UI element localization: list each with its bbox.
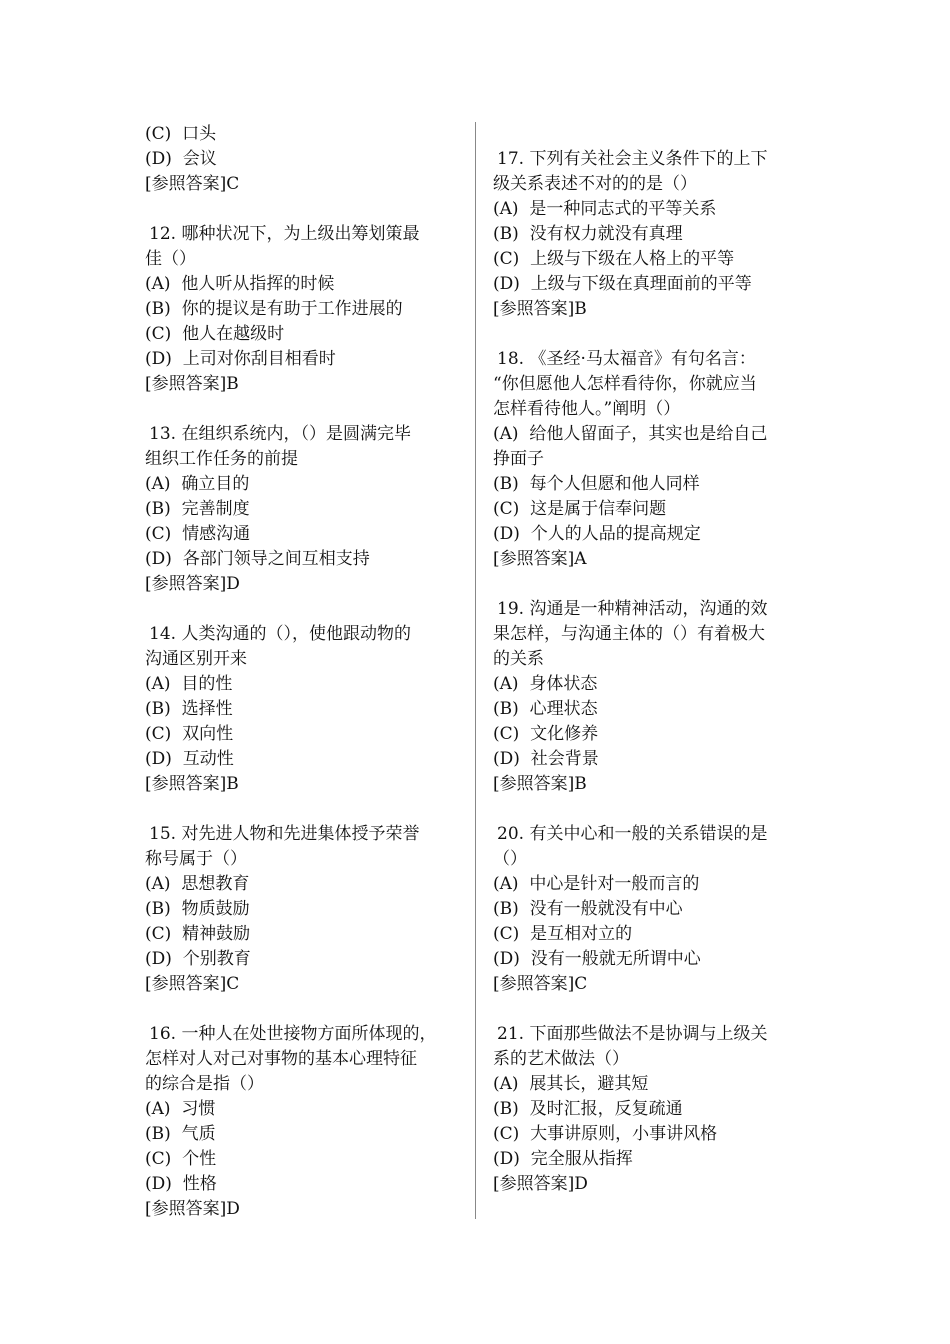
option-line: (A) 给他人留面子，其实也是给自己 bbox=[493, 424, 768, 444]
question-19 bbox=[493, 597, 805, 797]
option-line: (C) 文化修养 bbox=[493, 724, 599, 744]
answer-line: [参照答案]B bbox=[145, 374, 239, 394]
option-line: (A) 习惯 bbox=[145, 1099, 216, 1119]
option-line: (A) 目的性 bbox=[145, 674, 233, 694]
question-text: 的关系 bbox=[493, 649, 544, 669]
option-line: (B) 气质 bbox=[145, 1124, 216, 1144]
answer-line: [参照答案]C bbox=[145, 174, 240, 194]
option-line: (B) 完善制度 bbox=[145, 499, 250, 519]
question-text: 佳（） bbox=[145, 249, 196, 269]
question-16 bbox=[145, 1022, 457, 1222]
option-line: (B) 选择性 bbox=[145, 699, 233, 719]
question-text: （） bbox=[493, 849, 527, 869]
option-line: (B) 没有一般就没有中心 bbox=[493, 899, 683, 919]
answer-line: [参照答案]B bbox=[145, 774, 239, 794]
option-line: (C) 双向性 bbox=[145, 724, 234, 744]
answer-line: [参照答案]D bbox=[493, 1174, 588, 1194]
option-line: (A) 思想教育 bbox=[145, 874, 250, 894]
answer-line: [参照答案]A bbox=[493, 549, 587, 569]
option-line: (C) 这是属于信奉问题 bbox=[493, 499, 667, 519]
question-text: 20. 有关中心和一般的关系错误的是 bbox=[497, 824, 768, 844]
option-line: (A) 他人听从指挥的时候 bbox=[145, 274, 335, 294]
option-line: (B) 你的提议是有助于工作进展的 bbox=[145, 299, 403, 319]
option-line: (C) 他人在越级时 bbox=[145, 324, 285, 344]
option-line: (A) 中心是针对一般而言的 bbox=[493, 874, 700, 894]
option-line: (D) 互动性 bbox=[145, 749, 234, 769]
option-line: (D) 完全服从指挥 bbox=[493, 1149, 633, 1169]
question-text: 系的艺术做法（） bbox=[493, 1049, 629, 1069]
question-13 bbox=[145, 422, 457, 597]
option-line: (D) 性格 bbox=[145, 1174, 217, 1194]
answer-line: [参照答案]D bbox=[145, 1199, 240, 1219]
question-12 bbox=[145, 222, 457, 397]
option-line: (C) 大事讲原则，小事讲风格 bbox=[493, 1124, 718, 1144]
question-text: 17. 下列有关社会主义条件下的上下 bbox=[497, 149, 768, 169]
option-line: (A) 身体状态 bbox=[493, 674, 598, 694]
question-15 bbox=[145, 822, 457, 997]
question-text: 15. 对先进人物和先进集体授予荣誉 bbox=[149, 824, 420, 844]
answer-line: [参照答案]C bbox=[145, 974, 240, 994]
answer-line: [参照答案]C bbox=[493, 974, 588, 994]
option-line: (B) 及时汇报，反复疏通 bbox=[493, 1099, 683, 1119]
question-text: 13. 在组织系统内，（）是圆满完毕 bbox=[149, 424, 411, 444]
option-line: (C) 精神鼓励 bbox=[145, 924, 251, 944]
option-line: (C) 个性 bbox=[145, 1149, 217, 1169]
option-line: (C) 口头 bbox=[145, 124, 217, 144]
option-line: (D) 上司对你刮目相看时 bbox=[145, 349, 336, 369]
option-line: (C) 情感沟通 bbox=[145, 524, 251, 544]
right-column bbox=[493, 147, 805, 1197]
option-line: (D) 没有一般就无所谓中心 bbox=[493, 949, 701, 969]
question-text: 21. 下面那些做法不是协调与上级关 bbox=[497, 1024, 768, 1044]
answer-line: [参照答案]B bbox=[493, 774, 587, 794]
question-text: 16. 一种人在处世接物方面所体现的， bbox=[149, 1024, 437, 1044]
option-line: (D) 个别教育 bbox=[145, 949, 251, 969]
question-11-continuation bbox=[145, 122, 457, 197]
option-line: (C) 是互相对立的 bbox=[493, 924, 633, 944]
question-text: 12. 哪种状况下，为上级出筹划策最 bbox=[149, 224, 420, 244]
option-line: (D) 各部门领导之间互相支持 bbox=[145, 549, 370, 569]
question-text: 14. 人类沟通的（），使他跟动物的 bbox=[149, 624, 411, 644]
option-line: (B) 物质鼓励 bbox=[145, 899, 250, 919]
question-text: 18. 《圣经·马太福音》有句名言： bbox=[497, 349, 756, 369]
question-14 bbox=[145, 622, 457, 797]
question-text: 的综合是指（） bbox=[145, 1074, 264, 1094]
option-line: (D) 会议 bbox=[145, 149, 217, 169]
answer-line: [参照答案]B bbox=[493, 299, 587, 319]
question-text: 称号属于（） bbox=[145, 849, 247, 869]
option-line: (B) 心理状态 bbox=[493, 699, 598, 719]
question-text: 怎样对人对己对事物的基本心理特征 bbox=[145, 1049, 417, 1069]
question-text: 怎样看待他人。”阐明（） bbox=[493, 399, 681, 419]
option-line: (A) 确立目的 bbox=[145, 474, 250, 494]
question-20 bbox=[493, 822, 805, 997]
question-17 bbox=[493, 147, 805, 322]
question-18 bbox=[493, 347, 805, 572]
column-divider bbox=[475, 122, 476, 1219]
question-text: 级关系表述不对的的是（） bbox=[493, 174, 697, 194]
left-column bbox=[145, 122, 457, 1222]
option-line: (C) 上级与下级在人格上的平等 bbox=[493, 249, 735, 269]
option-line: (A) 展其长，避其短 bbox=[493, 1074, 649, 1094]
question-text: 果怎样，与沟通主体的（）有着极大 bbox=[493, 624, 765, 644]
option-line: (D) 社会背景 bbox=[493, 749, 599, 769]
question-text: 沟通区别开来 bbox=[145, 649, 247, 669]
option-line: (B) 没有权力就没有真理 bbox=[493, 224, 683, 244]
option-line: (A) 是一种同志式的平等关系 bbox=[493, 199, 717, 219]
question-21 bbox=[493, 1022, 805, 1197]
question-text: “你但愿他人怎样看待你，你就应当 bbox=[493, 374, 757, 394]
option-line: (B) 每个人但愿和他人同样 bbox=[493, 474, 700, 494]
option-line: (D) 上级与下级在真理面前的平等 bbox=[493, 274, 752, 294]
option-line: (D) 个人的人品的提高规定 bbox=[493, 524, 701, 544]
answer-line: [参照答案]D bbox=[145, 574, 240, 594]
option-line: 挣面子 bbox=[493, 449, 544, 469]
question-text: 组织工作任务的前提 bbox=[145, 449, 298, 469]
question-text: 19. 沟通是一种精神活动，沟通的效 bbox=[497, 599, 768, 619]
